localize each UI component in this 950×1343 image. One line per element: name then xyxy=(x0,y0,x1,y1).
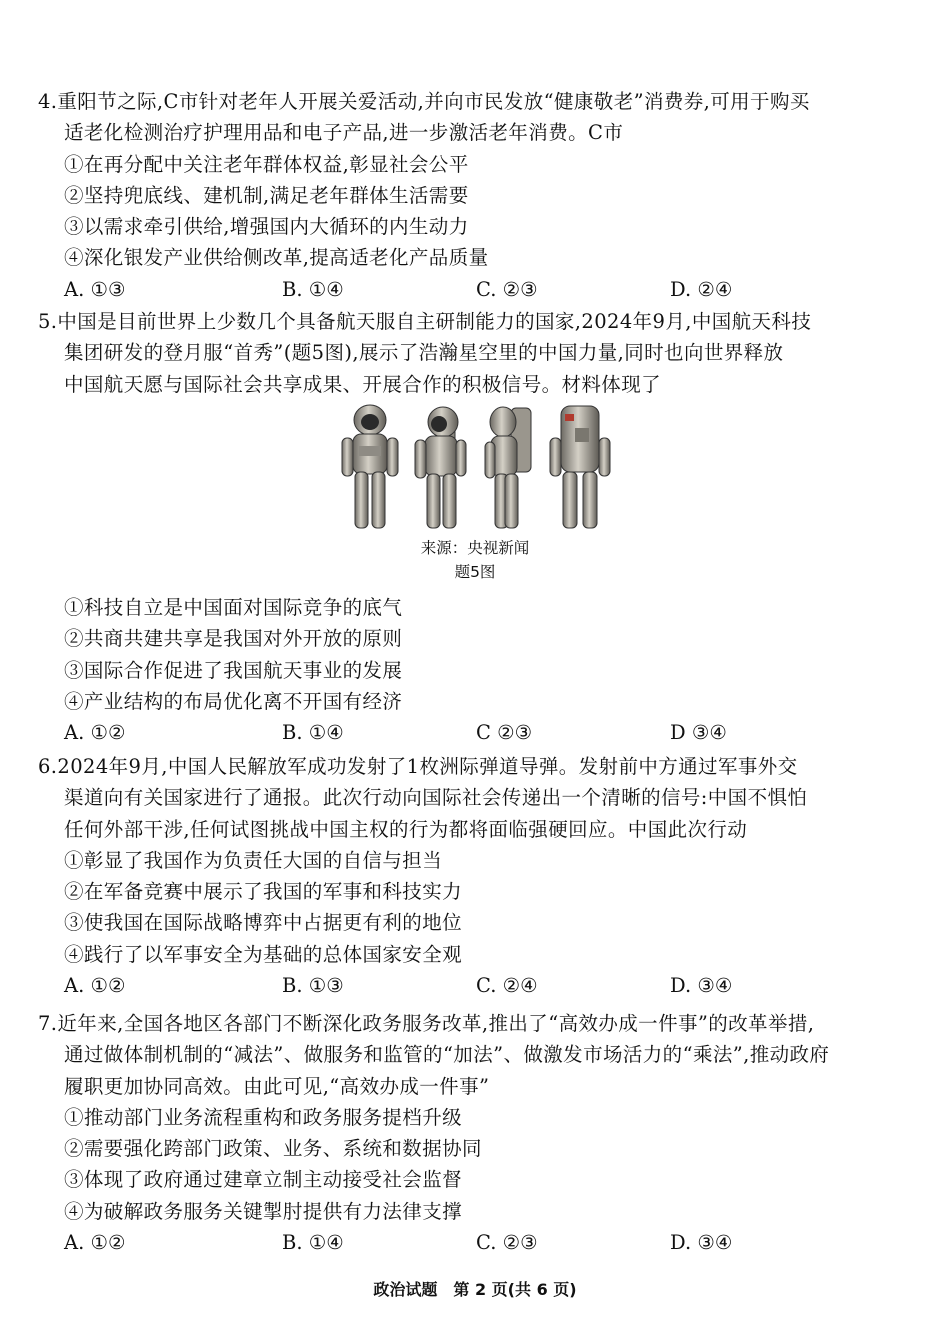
spacesuit-views-image xyxy=(335,400,615,536)
spacesuit-back-view xyxy=(550,406,610,528)
spacesuit-angle-view xyxy=(415,407,466,528)
statement-option: ③使我国在国际战略博弈中占据更有利的地位 xyxy=(64,911,463,935)
choice-a: A. ①② xyxy=(64,974,126,998)
question-5-options xyxy=(38,592,918,748)
figure-label: 题5图 xyxy=(454,563,496,581)
statement-option: ④为破解政务服务关键掣肘提供有力法律支撑 xyxy=(64,1199,463,1223)
choice-a: A. ①② xyxy=(64,1231,126,1255)
statement-option: ①彰显了我国作为负责任大国的自信与担当 xyxy=(64,848,443,872)
question-stem-line: 通过做体制机制的“减法”、做服务和监管的“加法”、做激发市场活力的“乘法”,推动政府 xyxy=(64,1043,830,1067)
statement-option: ②坚持兜底线、建机制,满足老年群体生活需要 xyxy=(64,183,469,207)
choice-c: C. ②④ xyxy=(476,974,538,998)
choice-b: B. ①④ xyxy=(282,721,344,745)
question-6 xyxy=(38,751,918,1001)
choice-a: A. ①② xyxy=(64,721,126,745)
choice-c: C. ②③ xyxy=(476,277,538,301)
question-7 xyxy=(38,1008,918,1258)
answer-choices xyxy=(38,274,918,305)
statement-option: ②在军备竞赛中展示了我国的军事和科技实力 xyxy=(64,880,463,904)
statement-option: ④践行了以军事安全为基础的总体国家安全观 xyxy=(64,942,463,966)
spacesuit-front-view xyxy=(342,405,398,528)
choice-d: D. ②④ xyxy=(670,277,733,301)
choice-b: B. ①④ xyxy=(282,1231,344,1255)
choice-c: C ②③ xyxy=(476,721,533,745)
question-stem-line: 渠道向有关国家进行了通报。此次行动向国际社会传递出一个清晰的信号:中国不惧怕 xyxy=(64,786,808,810)
choice-d: D. ③④ xyxy=(670,974,733,998)
statement-option: ②共商共建共享是我国对外开放的原则 xyxy=(64,627,403,651)
statement-option: ①科技自立是中国面对国际竞争的底气 xyxy=(64,596,403,619)
question-stem-line: 中国航天愿与国际社会共享成果、开展合作的积极信号。材料体现了 xyxy=(64,372,662,396)
answer-choices xyxy=(38,1227,918,1258)
choice-d: D ③④ xyxy=(670,721,727,745)
question-stem-line: 7.近年来,全国各地区各部门不断深化政务服务改革,推出了“高效办成一件事”的改革举措, xyxy=(38,1012,815,1035)
figure-source: 来源：央视新闻 xyxy=(420,539,530,557)
answer-choices xyxy=(38,970,918,1001)
question-5 xyxy=(38,306,918,400)
statement-option: ③体现了政府通过建章立制主动接受社会监督 xyxy=(64,1168,463,1192)
statement-option: ③以需求牵引供给,增强国内大循环的内生动力 xyxy=(64,215,469,239)
question-stem-line: 5.中国是目前世界上少数几个具备航天服自主研制能力的国家,2024年9月,中国航天科技 xyxy=(38,310,812,333)
choice-b: B. ①④ xyxy=(282,277,344,301)
question-stem-line: 4.重阳节之际,C市针对老年人开展关爱活动,并向市民发放“健康敬老”消费券,可用于购买 xyxy=(38,90,810,113)
statement-option: ①推动部门业务流程重构和政务服务提档升级 xyxy=(64,1105,463,1129)
page-footer: 政治试题 第 2 页(共 6 页) xyxy=(373,1280,577,1299)
choice-c: C. ②③ xyxy=(476,1231,538,1255)
question-stem-line: 6.2024年9月,中国人民解放军成功发射了1枚洲际弹道导弹。发射前中方通过军事外交 xyxy=(38,755,798,778)
question-stem-line: 履职更加协同高效。由此可见,“高效办成一件事” xyxy=(64,1074,490,1098)
question-stem-line: 适老化检测治疗护理用品和电子产品,进一步激活老年消费。C市 xyxy=(64,121,624,145)
choice-b: B. ①③ xyxy=(282,974,344,998)
spacesuit-side-view xyxy=(485,407,531,528)
choice-d: D. ③④ xyxy=(670,1231,733,1255)
spacesuit-figure xyxy=(330,400,620,584)
question-stem-line: 集团研发的登月服“首秀”(题5图),展示了浩瀚星空里的中国力量,同时也向世界释放 xyxy=(64,341,784,365)
question-4 xyxy=(38,86,918,305)
question-stem-line: 任何外部干涉,任何试图挑战中国主权的行为都将面临强硬回应。中国此次行动 xyxy=(64,817,748,841)
statement-option: ③国际合作促进了我国航天事业的发展 xyxy=(64,658,403,682)
answer-choices xyxy=(38,717,918,748)
choice-a: A. ①③ xyxy=(64,277,126,301)
statement-option: ④产业结构的布局优化离不开国有经济 xyxy=(64,689,403,713)
statement-option: ④深化银发产业供给侧改革,提高适老化产品质量 xyxy=(64,246,489,270)
statement-option: ①在再分配中关注老年群体权益,彰显社会公平 xyxy=(64,152,469,176)
statement-option: ②需要强化跨部门政策、业务、系统和数据协同 xyxy=(64,1137,482,1161)
